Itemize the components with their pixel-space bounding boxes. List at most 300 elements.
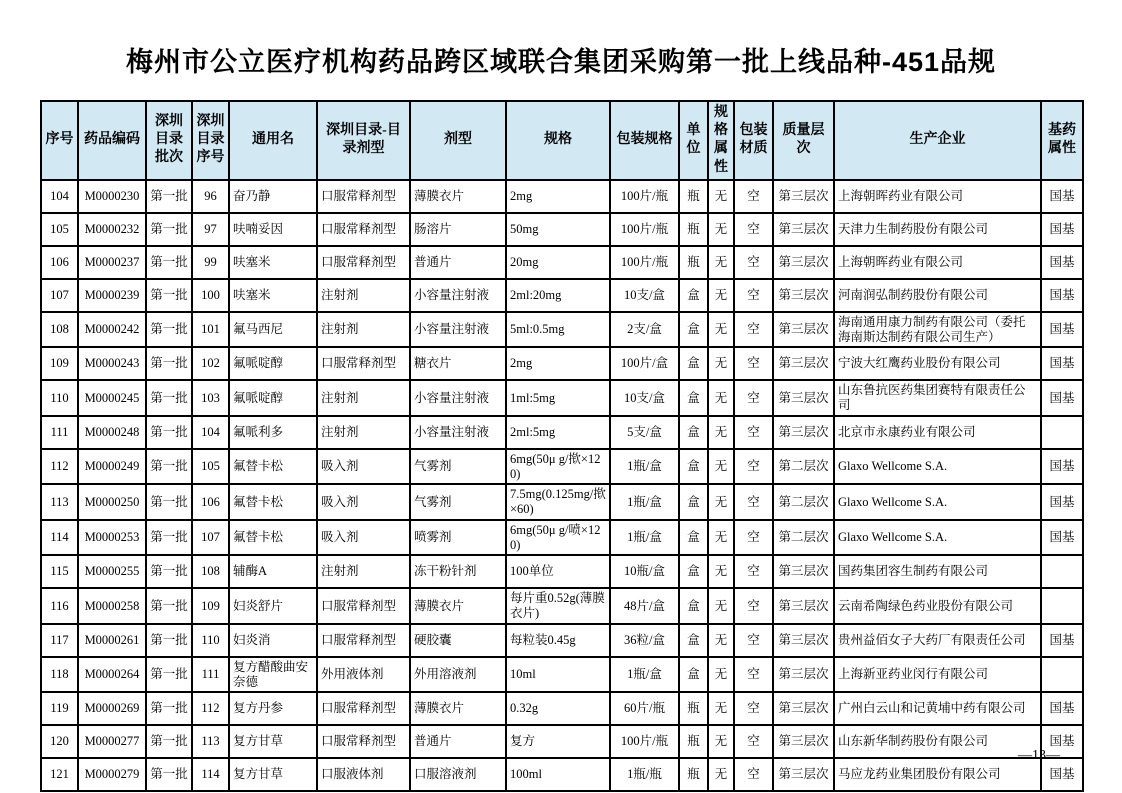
cell-baozhuang-guige: 100片/瓶 (610, 180, 679, 213)
cell-danwei: 盒 (679, 416, 708, 449)
cell-jiyao-shuxing: 国基 (1041, 246, 1083, 279)
cell-shenzhen-mulu-pici: 第一批 (146, 484, 192, 520)
cell-xuhao: 120 (41, 725, 78, 758)
cell-jiyao-shuxing (1041, 555, 1083, 588)
cell-danwei: 瓶 (679, 246, 708, 279)
cell-shenzhen-mulu-jixing: 口服常释剂型 (317, 725, 410, 758)
cell-zhiliang-cengci: 第三层次 (773, 624, 834, 657)
cell-baozhuang-guige: 5支/盒 (610, 416, 679, 449)
cell-shengchan-qiye: Glaxo Wellcome S.A. (834, 449, 1041, 485)
cell-danwei: 盒 (679, 347, 708, 380)
cell-xuhao: 119 (41, 692, 78, 725)
cell-danwei: 盒 (679, 484, 708, 520)
cell-jiyao-shuxing: 国基 (1041, 180, 1083, 213)
cell-shenzhen-mulu-pici: 第一批 (146, 588, 192, 624)
cell-guige-shuxing: 无 (708, 588, 734, 624)
cell-jixing: 薄膜衣片 (410, 692, 506, 725)
cell-yaopin-bianma: M0000237 (78, 246, 146, 279)
cell-shenzhen-mulu-xuhao: 110 (192, 624, 229, 657)
cell-shenzhen-mulu-jixing: 口服常释剂型 (317, 213, 410, 246)
cell-guige: 2ml:20mg (506, 279, 610, 312)
cell-baozhuang-caizhi: 空 (734, 520, 773, 556)
cell-baozhuang-caizhi: 空 (734, 588, 773, 624)
cell-guige-shuxing: 无 (708, 246, 734, 279)
cell-jixing: 小容量注射液 (410, 416, 506, 449)
cell-zhiliang-cengci: 第三层次 (773, 657, 834, 693)
cell-yaopin-bianma: M0000264 (78, 657, 146, 693)
cell-zhiliang-cengci: 第三层次 (773, 213, 834, 246)
cell-zhiliang-cengci: 第三层次 (773, 312, 834, 348)
table-row (41, 416, 1083, 449)
cell-guige: 2mg (506, 347, 610, 380)
cell-shenzhen-mulu-xuhao: 104 (192, 416, 229, 449)
cell-shenzhen-mulu-xuhao: 99 (192, 246, 229, 279)
cell-shenzhen-mulu-pici: 第一批 (146, 725, 192, 758)
cell-shenzhen-mulu-pici: 第一批 (146, 416, 192, 449)
cell-baozhuang-caizhi: 空 (734, 180, 773, 213)
cell-tongyongming: 呋喃妥因 (229, 213, 317, 246)
column-header-guige-shuxing: 规格属性 (708, 101, 734, 180)
column-header-yaopin-bianma: 药品编码 (78, 101, 146, 180)
cell-shenzhen-mulu-xuhao: 109 (192, 588, 229, 624)
cell-zhiliang-cengci: 第三层次 (773, 758, 834, 791)
header-row (41, 101, 1083, 180)
cell-tongyongming: 妇炎舒片 (229, 588, 317, 624)
cell-xuhao: 111 (41, 416, 78, 449)
cell-xuhao: 115 (41, 555, 78, 588)
cell-shenzhen-mulu-pici: 第一批 (146, 449, 192, 485)
cell-shenzhen-mulu-xuhao: 113 (192, 725, 229, 758)
cell-shenzhen-mulu-jixing: 口服常释剂型 (317, 246, 410, 279)
cell-baozhuang-caizhi: 空 (734, 725, 773, 758)
cell-jixing: 外用溶液剂 (410, 657, 506, 693)
cell-guige-shuxing: 无 (708, 555, 734, 588)
cell-shengchan-qiye: Glaxo Wellcome S.A. (834, 520, 1041, 556)
cell-baozhuang-caizhi: 空 (734, 758, 773, 791)
cell-tongyongming: 氟马西尼 (229, 312, 317, 348)
cell-baozhuang-guige: 100片/瓶 (610, 725, 679, 758)
cell-jiyao-shuxing: 国基 (1041, 380, 1083, 416)
cell-yaopin-bianma: M0000245 (78, 380, 146, 416)
cell-jiyao-shuxing: 国基 (1041, 347, 1083, 380)
column-header-shengchan-qiye: 生产企业 (834, 101, 1041, 180)
cell-tongyongming: 呋塞米 (229, 279, 317, 312)
cell-guige: 0.32g (506, 692, 610, 725)
cell-zhiliang-cengci: 第三层次 (773, 725, 834, 758)
cell-tongyongming: 氟替卡松 (229, 484, 317, 520)
cell-jixing: 冻干粉针剂 (410, 555, 506, 588)
cell-xuhao: 121 (41, 758, 78, 791)
cell-guige-shuxing: 无 (708, 312, 734, 348)
cell-zhiliang-cengci: 第三层次 (773, 180, 834, 213)
cell-jixing: 小容量注射液 (410, 380, 506, 416)
cell-xuhao: 107 (41, 279, 78, 312)
cell-jiyao-shuxing: 国基 (1041, 484, 1083, 520)
drug-table-body (41, 180, 1083, 792)
cell-jixing: 薄膜衣片 (410, 588, 506, 624)
cell-guige-shuxing: 无 (708, 758, 734, 791)
column-header-zhiliang-cengci: 质量层次 (773, 101, 834, 180)
table-row (41, 380, 1083, 416)
table-row (41, 449, 1083, 485)
column-header-shenzhen-mulu-xuhao: 深圳目录序号 (192, 101, 229, 180)
cell-baozhuang-caizhi: 空 (734, 484, 773, 520)
cell-xuhao: 110 (41, 380, 78, 416)
cell-guige-shuxing: 无 (708, 347, 734, 380)
cell-yaopin-bianma: M0000277 (78, 725, 146, 758)
cell-guige: 1ml:5mg (506, 380, 610, 416)
cell-xuhao: 114 (41, 520, 78, 556)
cell-guige-shuxing: 无 (708, 416, 734, 449)
cell-shenzhen-mulu-pici: 第一批 (146, 380, 192, 416)
cell-jiyao-shuxing: 国基 (1041, 758, 1083, 791)
cell-shenzhen-mulu-jixing: 注射剂 (317, 312, 410, 348)
cell-jixing: 气雾剂 (410, 484, 506, 520)
cell-shengchan-qiye: 上海朝晖药业有限公司 (834, 180, 1041, 213)
cell-zhiliang-cengci: 第三层次 (773, 555, 834, 588)
cell-danwei: 瓶 (679, 213, 708, 246)
cell-zhiliang-cengci: 第三层次 (773, 416, 834, 449)
cell-baozhuang-guige: 10支/盒 (610, 279, 679, 312)
cell-guige-shuxing: 无 (708, 213, 734, 246)
cell-shengchan-qiye: 宁波大红鹰药业股份有限公司 (834, 347, 1041, 380)
cell-jiyao-shuxing: 国基 (1041, 692, 1083, 725)
cell-yaopin-bianma: M0000258 (78, 588, 146, 624)
column-header-xuhao: 序号 (41, 101, 78, 180)
cell-xuhao: 104 (41, 180, 78, 213)
cell-shengchan-qiye: 北京市永康药业有限公司 (834, 416, 1041, 449)
cell-danwei: 盒 (679, 380, 708, 416)
cell-yaopin-bianma: M0000242 (78, 312, 146, 348)
cell-shengchan-qiye: 上海新亚药业闵行有限公司 (834, 657, 1041, 693)
cell-tongyongming: 复方甘草 (229, 725, 317, 758)
cell-shengchan-qiye: 广州白云山和记黄埔中药有限公司 (834, 692, 1041, 725)
cell-baozhuang-guige: 100片/瓶 (610, 246, 679, 279)
cell-shengchan-qiye: 山东鲁抗医药集团赛特有限责任公司 (834, 380, 1041, 416)
cell-jiyao-shuxing: 国基 (1041, 520, 1083, 556)
cell-jixing: 硬胶囊 (410, 624, 506, 657)
cell-shengchan-qiye: 上海朝晖药业有限公司 (834, 246, 1041, 279)
cell-baozhuang-guige: 60片/瓶 (610, 692, 679, 725)
cell-jixing: 小容量注射液 (410, 312, 506, 348)
cell-baozhuang-caizhi: 空 (734, 312, 773, 348)
cell-yaopin-bianma: M0000232 (78, 213, 146, 246)
cell-shenzhen-mulu-jixing: 口服常释剂型 (317, 180, 410, 213)
cell-shenzhen-mulu-xuhao: 112 (192, 692, 229, 725)
cell-zhiliang-cengci: 第三层次 (773, 380, 834, 416)
cell-baozhuang-caizhi: 空 (734, 692, 773, 725)
table-row (41, 588, 1083, 624)
cell-shenzhen-mulu-pici: 第一批 (146, 692, 192, 725)
cell-shengchan-qiye: 海南通用康力制药有限公司（委托海南斯达制药有限公司生产） (834, 312, 1041, 348)
cell-shenzhen-mulu-xuhao: 105 (192, 449, 229, 485)
cell-baozhuang-caizhi: 空 (734, 279, 773, 312)
cell-jixing: 糖衣片 (410, 347, 506, 380)
cell-yaopin-bianma: M0000269 (78, 692, 146, 725)
cell-guige: 100单位 (506, 555, 610, 588)
cell-jixing: 普通片 (410, 246, 506, 279)
cell-guige-shuxing: 无 (708, 380, 734, 416)
cell-zhiliang-cengci: 第二层次 (773, 520, 834, 556)
cell-baozhuang-guige: 48片/盒 (610, 588, 679, 624)
cell-danwei: 盒 (679, 449, 708, 485)
cell-shenzhen-mulu-xuhao: 111 (192, 657, 229, 693)
table-row (41, 725, 1083, 758)
cell-tongyongming: 复方丹参 (229, 692, 317, 725)
cell-jixing: 肠溶片 (410, 213, 506, 246)
table-row (41, 312, 1083, 348)
cell-tongyongming: 氟哌啶醇 (229, 380, 317, 416)
cell-tongyongming: 复方醋酸曲安奈德 (229, 657, 317, 693)
cell-guige-shuxing: 无 (708, 180, 734, 213)
cell-baozhuang-guige: 36粒/盒 (610, 624, 679, 657)
cell-yaopin-bianma: M0000243 (78, 347, 146, 380)
cell-jixing: 口服溶液剂 (410, 758, 506, 791)
cell-xuhao: 108 (41, 312, 78, 348)
cell-baozhuang-guige: 10支/盒 (610, 380, 679, 416)
cell-jixing: 薄膜衣片 (410, 180, 506, 213)
cell-shenzhen-mulu-pici: 第一批 (146, 657, 192, 693)
cell-danwei: 盒 (679, 657, 708, 693)
cell-tongyongming: 氟哌利多 (229, 416, 317, 449)
cell-baozhuang-caizhi: 空 (734, 213, 773, 246)
cell-yaopin-bianma: M0000279 (78, 758, 146, 791)
cell-guige-shuxing: 无 (708, 449, 734, 485)
cell-tongyongming: 氟替卡松 (229, 520, 317, 556)
cell-jiyao-shuxing (1041, 416, 1083, 449)
cell-danwei: 盒 (679, 588, 708, 624)
table-row (41, 520, 1083, 556)
cell-shenzhen-mulu-pici: 第一批 (146, 213, 192, 246)
cell-shenzhen-mulu-xuhao: 114 (192, 758, 229, 791)
cell-jiyao-shuxing: 国基 (1041, 624, 1083, 657)
cell-tongyongming: 辅酶A (229, 555, 317, 588)
cell-tongyongming: 呋塞米 (229, 246, 317, 279)
cell-xuhao: 105 (41, 213, 78, 246)
cell-baozhuang-guige: 10瓶/盒 (610, 555, 679, 588)
cell-shenzhen-mulu-pici: 第一批 (146, 758, 192, 791)
cell-yaopin-bianma: M0000248 (78, 416, 146, 449)
cell-shenzhen-mulu-xuhao: 101 (192, 312, 229, 348)
cell-jiyao-shuxing (1041, 657, 1083, 693)
cell-shenzhen-mulu-pici: 第一批 (146, 520, 192, 556)
cell-jiyao-shuxing: 国基 (1041, 279, 1083, 312)
table-row (41, 347, 1083, 380)
cell-tongyongming: 复方甘草 (229, 758, 317, 791)
cell-baozhuang-guige: 1瓶/瓶 (610, 758, 679, 791)
cell-xuhao: 113 (41, 484, 78, 520)
cell-xuhao: 109 (41, 347, 78, 380)
column-header-tongyongming: 通用名 (229, 101, 317, 180)
cell-guige: 每粒装0.45g (506, 624, 610, 657)
cell-shenzhen-mulu-pici: 第一批 (146, 246, 192, 279)
cell-baozhuang-caizhi: 空 (734, 555, 773, 588)
cell-shenzhen-mulu-pici: 第一批 (146, 624, 192, 657)
cell-shenzhen-mulu-jixing: 口服液体剂 (317, 758, 410, 791)
table-row (41, 758, 1083, 791)
cell-yaopin-bianma: M0000250 (78, 484, 146, 520)
cell-xuhao: 112 (41, 449, 78, 485)
table-row (41, 279, 1083, 312)
cell-shenzhen-mulu-jixing: 吸入剂 (317, 484, 410, 520)
cell-guige: 6mg(50μ g/喷×120) (506, 520, 610, 556)
cell-shenzhen-mulu-jixing: 口服常释剂型 (317, 347, 410, 380)
cell-shenzhen-mulu-xuhao: 100 (192, 279, 229, 312)
cell-danwei: 盒 (679, 520, 708, 556)
cell-shenzhen-mulu-xuhao: 96 (192, 180, 229, 213)
cell-jixing: 小容量注射液 (410, 279, 506, 312)
cell-baozhuang-caizhi: 空 (734, 624, 773, 657)
cell-guige-shuxing: 无 (708, 657, 734, 693)
cell-baozhuang-caizhi: 空 (734, 657, 773, 693)
cell-jiyao-shuxing: 国基 (1041, 725, 1083, 758)
cell-shenzhen-mulu-jixing: 口服常释剂型 (317, 624, 410, 657)
cell-guige: 10ml (506, 657, 610, 693)
cell-yaopin-bianma: M0000230 (78, 180, 146, 213)
cell-shengchan-qiye: 云南希陶绿色药业股份有限公司 (834, 588, 1041, 624)
cell-guige: 复方 (506, 725, 610, 758)
cell-zhiliang-cengci: 第三层次 (773, 279, 834, 312)
cell-guige: 2mg (506, 180, 610, 213)
cell-baozhuang-guige: 100片/瓶 (610, 213, 679, 246)
cell-baozhuang-guige: 100片/盒 (610, 347, 679, 380)
cell-shenzhen-mulu-jixing: 吸入剂 (317, 520, 410, 556)
cell-shenzhen-mulu-xuhao: 97 (192, 213, 229, 246)
cell-shenzhen-mulu-jixing: 注射剂 (317, 380, 410, 416)
column-header-guige: 规格 (506, 101, 610, 180)
cell-guige-shuxing: 无 (708, 484, 734, 520)
cell-danwei: 盒 (679, 312, 708, 348)
column-header-jixing: 剂型 (410, 101, 506, 180)
cell-zhiliang-cengci: 第三层次 (773, 347, 834, 380)
cell-shenzhen-mulu-jixing: 外用液体剂 (317, 657, 410, 693)
table-row (41, 213, 1083, 246)
cell-guige: 6mg(50μ g/揿×120) (506, 449, 610, 485)
cell-danwei: 瓶 (679, 725, 708, 758)
cell-shenzhen-mulu-pici: 第一批 (146, 279, 192, 312)
column-header-shenzhen-mulu-jixing: 深圳目录-目录剂型 (317, 101, 410, 180)
cell-jiyao-shuxing: 国基 (1041, 312, 1083, 348)
cell-xuhao: 116 (41, 588, 78, 624)
cell-shenzhen-mulu-jixing: 吸入剂 (317, 449, 410, 485)
cell-guige: 5ml:0.5mg (506, 312, 610, 348)
cell-tongyongming: 妇炎消 (229, 624, 317, 657)
page-title: 梅州市公立医疗机构药品跨区域联合集团采购第一批上线品种-451品规 (125, 47, 997, 77)
drug-list-table (40, 100, 1084, 792)
cell-baozhuang-guige: 1瓶/盒 (610, 449, 679, 485)
cell-jixing: 气雾剂 (410, 449, 506, 485)
cell-guige: 20mg (506, 246, 610, 279)
cell-yaopin-bianma: M0000239 (78, 279, 146, 312)
cell-yaopin-bianma: M0000255 (78, 555, 146, 588)
cell-guige-shuxing: 无 (708, 692, 734, 725)
table-row (41, 246, 1083, 279)
cell-danwei: 盒 (679, 279, 708, 312)
cell-jixing: 普通片 (410, 725, 506, 758)
table-row (41, 555, 1083, 588)
cell-shenzhen-mulu-xuhao: 107 (192, 520, 229, 556)
cell-guige-shuxing: 无 (708, 520, 734, 556)
cell-jiyao-shuxing: 国基 (1041, 449, 1083, 485)
cell-baozhuang-caizhi: 空 (734, 416, 773, 449)
table-header (41, 101, 1083, 180)
cell-danwei: 盒 (679, 624, 708, 657)
cell-guige-shuxing: 无 (708, 725, 734, 758)
cell-shengchan-qiye: Glaxo Wellcome S.A. (834, 484, 1041, 520)
table-row (41, 692, 1083, 725)
cell-zhiliang-cengci: 第三层次 (773, 692, 834, 725)
cell-shengchan-qiye: 河南润弘制药股份有限公司 (834, 279, 1041, 312)
cell-guige: 7.5mg(0.125mg/揿×60) (506, 484, 610, 520)
cell-baozhuang-caizhi: 空 (734, 246, 773, 279)
cell-danwei: 盒 (679, 555, 708, 588)
cell-tongyongming: 奋乃静 (229, 180, 317, 213)
cell-guige: 100ml (506, 758, 610, 791)
cell-shenzhen-mulu-pici: 第一批 (146, 312, 192, 348)
column-header-danwei: 单位 (679, 101, 708, 180)
cell-shenzhen-mulu-jixing: 口服常释剂型 (317, 692, 410, 725)
cell-shenzhen-mulu-xuhao: 103 (192, 380, 229, 416)
cell-shengchan-qiye: 天津力生制药股份有限公司 (834, 213, 1041, 246)
cell-danwei: 瓶 (679, 758, 708, 791)
cell-shenzhen-mulu-xuhao: 106 (192, 484, 229, 520)
cell-jixing: 喷雾剂 (410, 520, 506, 556)
table-row (41, 484, 1083, 520)
table-row (41, 180, 1083, 213)
cell-baozhuang-guige: 2支/盒 (610, 312, 679, 348)
cell-baozhuang-caizhi: 空 (734, 380, 773, 416)
cell-zhiliang-cengci: 第三层次 (773, 246, 834, 279)
cell-yaopin-bianma: M0000253 (78, 520, 146, 556)
cell-shenzhen-mulu-jixing: 注射剂 (317, 555, 410, 588)
cell-zhiliang-cengci: 第二层次 (773, 484, 834, 520)
cell-guige: 50mg (506, 213, 610, 246)
cell-danwei: 瓶 (679, 692, 708, 725)
cell-shenzhen-mulu-pici: 第一批 (146, 555, 192, 588)
cell-shenzhen-mulu-jixing: 注射剂 (317, 279, 410, 312)
cell-tongyongming: 氟哌啶醇 (229, 347, 317, 380)
table-row (41, 657, 1083, 693)
cell-baozhuang-caizhi: 空 (734, 449, 773, 485)
cell-shengchan-qiye: 山东新华制药股份有限公司 (834, 725, 1041, 758)
cell-xuhao: 118 (41, 657, 78, 693)
cell-shenzhen-mulu-pici: 第一批 (146, 180, 192, 213)
cell-shenzhen-mulu-pici: 第一批 (146, 347, 192, 380)
column-header-jiyao-shuxing: 基药属性 (1041, 101, 1083, 180)
cell-shenzhen-mulu-xuhao: 108 (192, 555, 229, 588)
cell-xuhao: 117 (41, 624, 78, 657)
page-number: —13— (1018, 748, 1060, 763)
cell-guige-shuxing: 无 (708, 279, 734, 312)
cell-shenzhen-mulu-jixing: 口服常释剂型 (317, 588, 410, 624)
cell-baozhuang-caizhi: 空 (734, 347, 773, 380)
cell-shengchan-qiye: 马应龙药业集团股份有限公司 (834, 758, 1041, 791)
cell-zhiliang-cengci: 第二层次 (773, 449, 834, 485)
cell-zhiliang-cengci: 第三层次 (773, 588, 834, 624)
cell-baozhuang-guige: 1瓶/盒 (610, 657, 679, 693)
table-row (41, 624, 1083, 657)
cell-jiyao-shuxing: 国基 (1041, 213, 1083, 246)
cell-baozhuang-guige: 1瓶/盒 (610, 520, 679, 556)
cell-shenzhen-mulu-jixing: 注射剂 (317, 416, 410, 449)
column-header-baozhuang-caizhi: 包装材质 (734, 101, 773, 180)
column-header-shenzhen-mulu-pici: 深圳目录批次 (146, 101, 192, 180)
cell-guige-shuxing: 无 (708, 624, 734, 657)
cell-yaopin-bianma: M0000249 (78, 449, 146, 485)
cell-guige: 2ml:5mg (506, 416, 610, 449)
cell-danwei: 瓶 (679, 180, 708, 213)
column-header-baozhuang-guige: 包装规格 (610, 101, 679, 180)
